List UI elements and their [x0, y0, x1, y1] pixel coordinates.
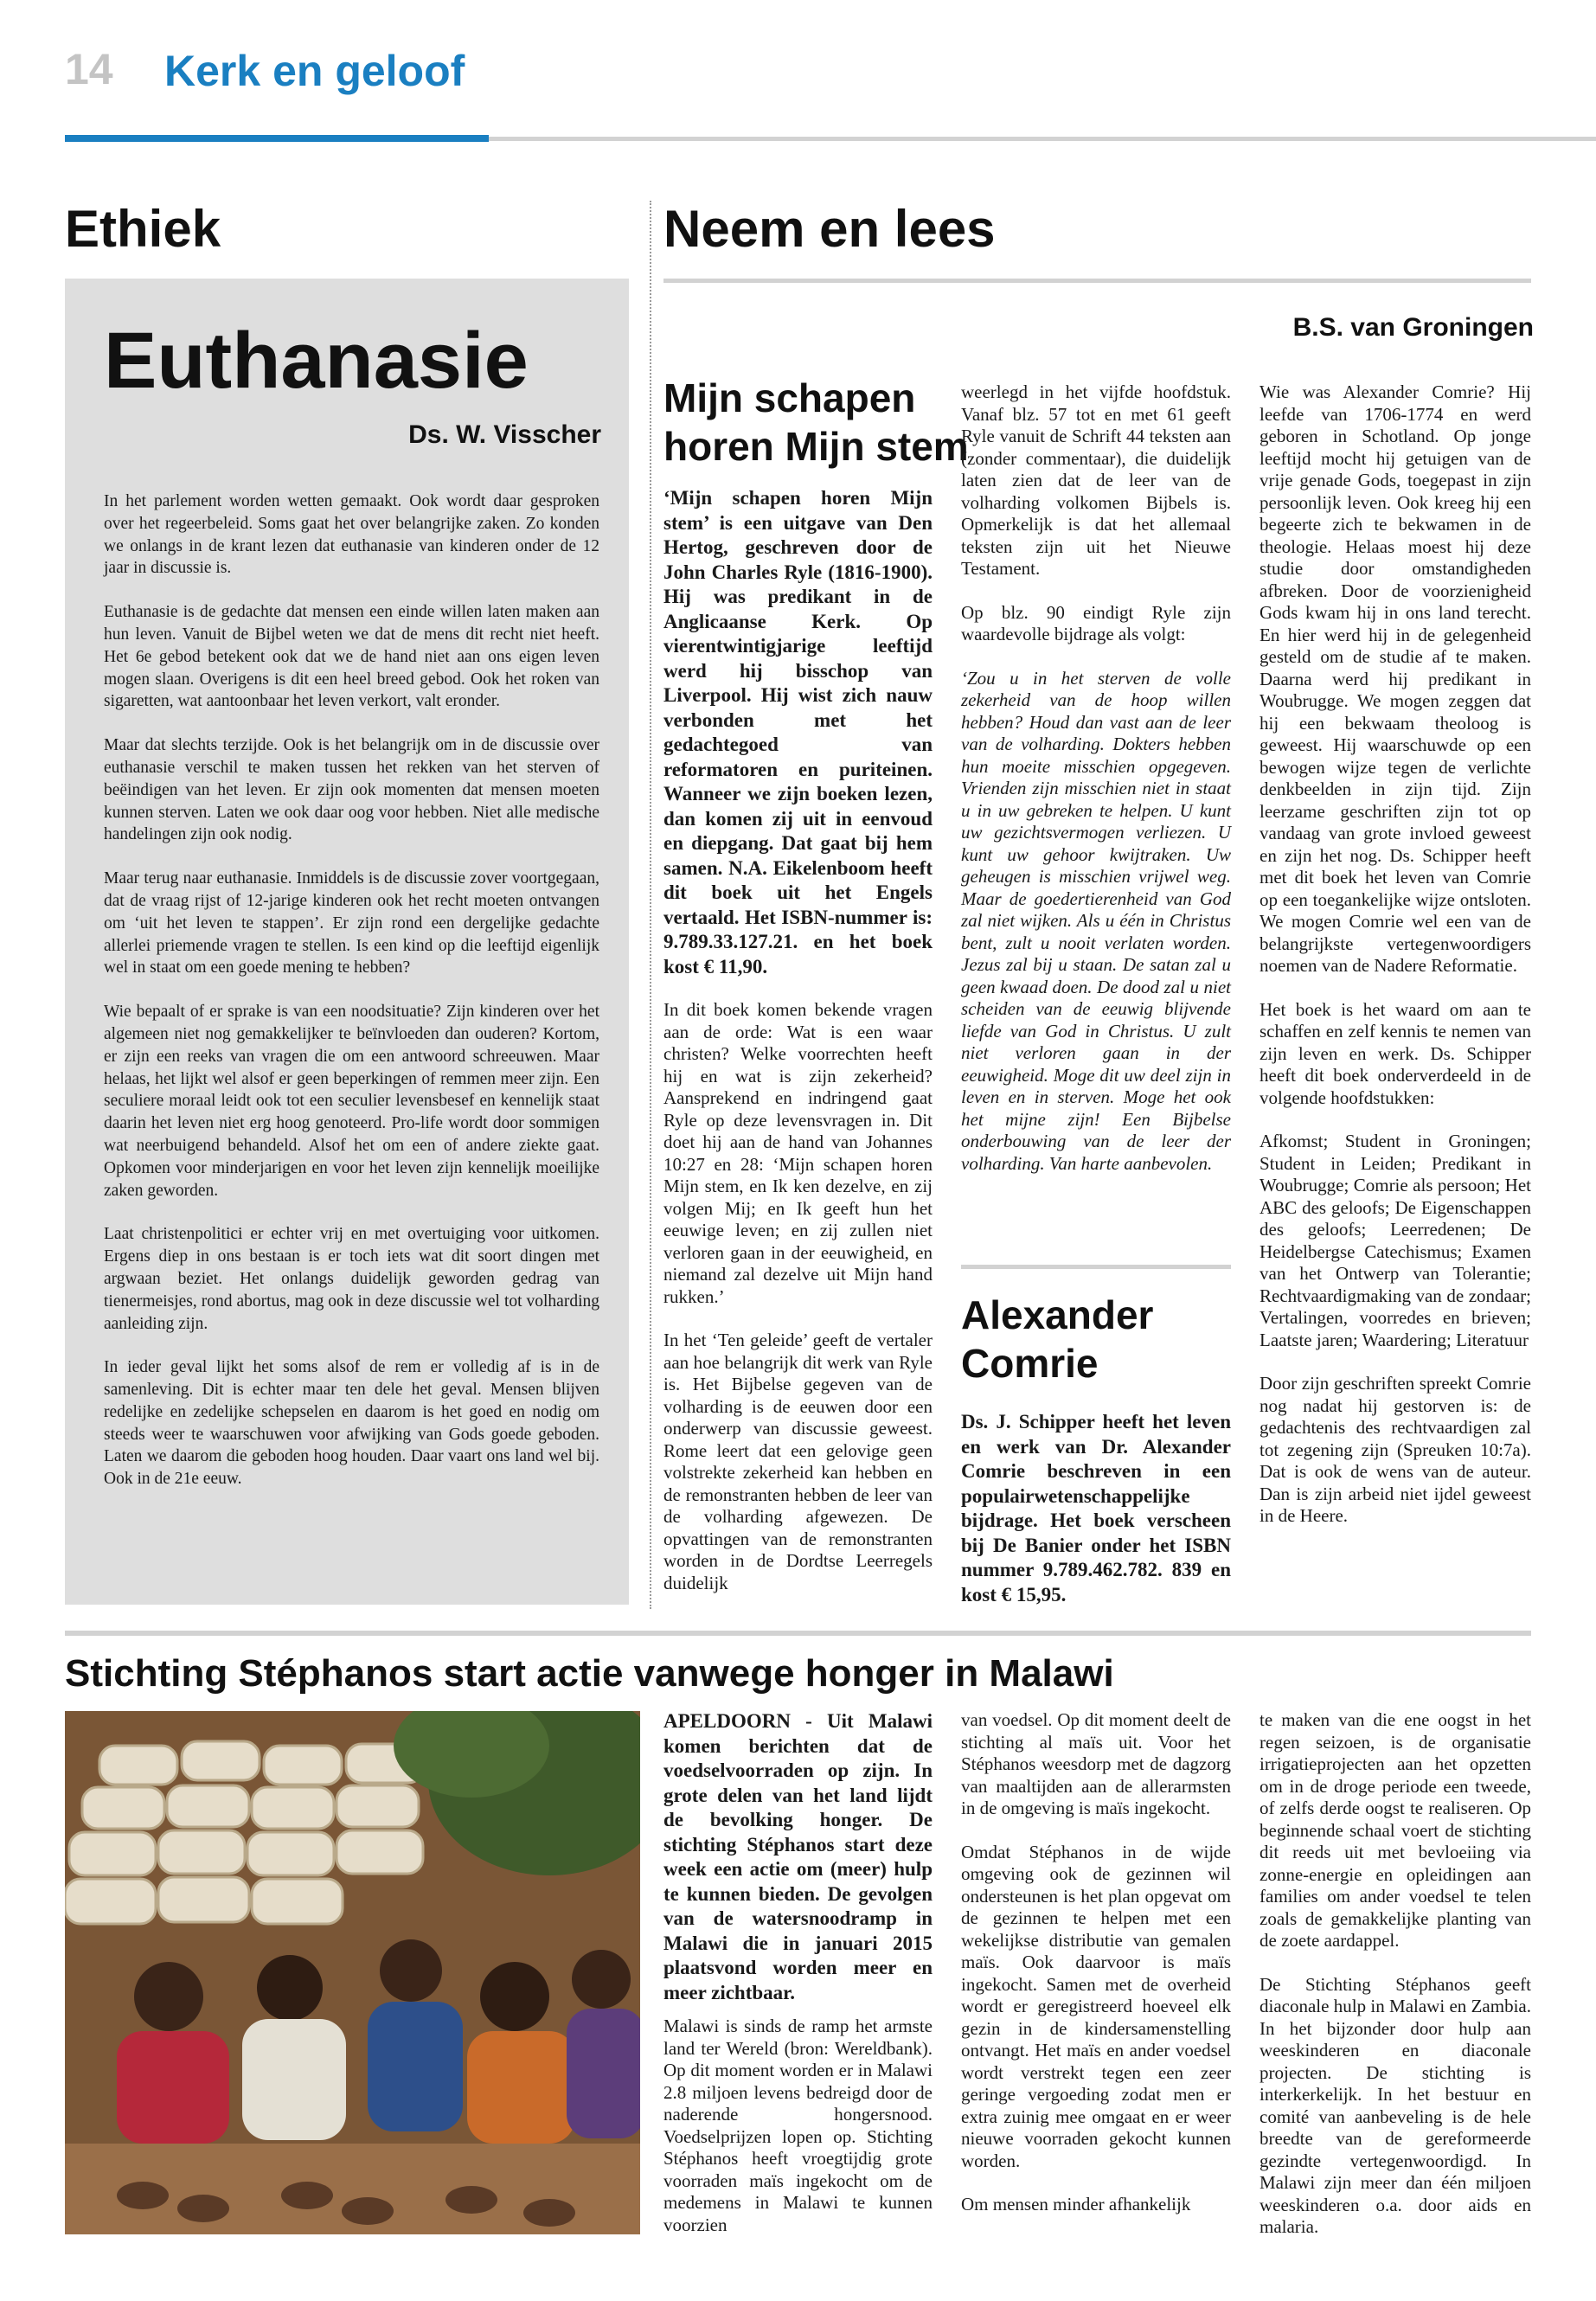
ethiek-box: [65, 279, 629, 1605]
title-line: Alexander: [961, 1292, 1154, 1337]
neem-en-lees-title: Neem en lees: [663, 200, 996, 258]
malawi-lead: APELDOORN - Uit Malawi komen berichten dat de voedselvoorraden op zijn. In grote delen van het land lijdt de bevolking honger. De stichting Stéphanos start deze week een actie om (meer) hulp te kunnen bieden. De gevolgen van de watersnoodramp in Malawi die in januari 2015 plaatsvond worden meer en meer zichtbaar.: [663, 1710, 933, 2003]
paragraph: Omdat Stéphanos in de wijde omgeving ook de gezinnen wil ondersteunen is het plan opgevat om de gezinnen te helpen met een wekelijkse distributie van gemalen maïs. Ook daarvoor is maïs ingekocht. Samen met de overheid wordt er geregistreerd hoeveel elk gezin in de kindersamenstelling ontvangt. Het maïs en ander voedsel wordt verstrekt tegen een zeer geringe vergoeding zodat men er extra zuinig mee omgaat en er weer nieuwe voorraden gekocht kunnen worden.: [961, 1841, 1231, 2171]
paragraph: De Stichting Stéphanos geeft diaconale hulp in Malawi en Zambia. In het bijzonder door hulp aan weeskinderen en diaconale projecten. De stichting is interkerkelijk. In het bestuur en comité van aanbeveling is de hele breedte van de gereformeerde gezindte vertegenwoordigd. In Malawi zijn meer dan één miljoen weeskinderen o.a. door aids en malaria.: [1259, 1973, 1531, 2237]
paragraph: weerlegd in het vijfde hoofdstuk. Vanaf blz. 57 tot en met 61 geeft Ryle vanuit de Schrift 44 teksten aan (zonder commentaar), die duidelijk laten zien dat de leer van de volharding volkomen Bijbels is. Opmerkelijk is dat het allemaal teksten zijn uit het Nieuwe Testament.: [961, 381, 1231, 579]
comrie-body-col3: [1259, 381, 1531, 1549]
ryle-quote: ‘Zou u in het sterven de volle zekerheid van de hoop willen hebben? Houd dan vast aan de leer van de volharding. Dokters hebben hun moeite misschien opgegeven. Vrienden zijn misschien niet in staat u in uw gebreken te helpen. U kunt uw gezichtsvermogen verliezen. U kunt uw gehoor kwijtraken. Uw geheugen is misschien vrijwel weg. Maar de goedertierenheid van God zal niet wijken. Als u één in Christus bent, zult u nooit verlaten worden. Jezus zal bij u staan. De satan zal u geen kwaad doen. De dood zal u niet scheiden van de eeuwig blijvende liefde van God in Christus. U zult niet verloren gaan in der eeuwigheid. Moge dit uw deel zijn in leven en in sterven. Moge het ook het mijne zijn! Een Bijbelse onderbouwing van de leer der volharding. Van harte aanbevolen.: [961, 667, 1231, 1174]
paragraph: te maken van die ene oogst in het regen seizoen, is de organisatie irrigatieprojecten aan het opzetten om in de droge periode een tweede, of zelfs derde oogst te realiseren. Op beginnende schaal voert de stichting dit reeds uit met bevloeiing via zonne-energie en opleidingen aan families om ander voedsel te telen zoals de gemakkelijke planting van de zoete aardappel.: [1259, 1709, 1531, 1951]
paragraph: In het ‘Ten geleide’ geeft de vertaler aan hoe belangrijk dit werk van Ryle is. Het Bijbelse gegeven van de volharding is de eeuwen door een onderwerp van discussie geweest. Rome leert dat een gelovige geen volstrekte zekerheid kan hebben en de remonstranten hebben de leer van de volharding afgewezen. De opvattingen van de remonstranten worden in de Dordtse Leerregels duidelijk: [663, 1330, 933, 1593]
paragraph: Op blz. 90 eindigt Ryle zijn waardevolle bijdrage als volgt:: [961, 601, 1231, 644]
paragraph: Om mensen minder afhankelijk: [961, 2194, 1191, 2214]
header-accent-bar: [65, 135, 489, 142]
title-line: Mijn schapen: [663, 375, 916, 420]
malawi-body-col2: [961, 1709, 1231, 2238]
title-line: Comrie: [961, 1341, 1099, 1386]
comrie-lead: Ds. J. Schipper heeft het leven en werk van Dr. Alexander Comrie beschreven in een populairwetenschappelijke bijdrage. Het boek verscheen bij De Banier onder het ISBN nummer 9.789.462.782. 839 en kost € 15,95.: [961, 1411, 1231, 1606]
comrie-rule: [961, 1265, 1231, 1269]
paragraph: Maar terug naar euthanasie. Inmiddels is de discussie zover voortgegaan, dat de vraag rijst of 12-jarige kinderen ook het recht moeten ontvangen om ‘uit het leven te stappen’. Er zijn rond een dergelijke gedachte allerlei priemende vragen te stellen. Is een kind op die leeftijd eigenlijk wel in staat om een goede mening te hebben?: [104, 869, 599, 977]
column-divider: [650, 201, 651, 1609]
paragraph: Euthanasie is de gedachte dat mensen een einde willen laten maken aan hun leven. Vanuit de Bijbel weten we dat de mens dit recht niet heeft. Het 6e gebod betekent ook dat we de hand niet aan ons eigen leven mogen slaan. Overigens is dit een heel breed gebod. Ook het roken van sigaretten, wat aantoonbaar het leven verkort, valt eronder.: [104, 603, 599, 711]
ethiek-column-title: Ethiek: [65, 200, 221, 258]
paragraph: Laat christenpolitici er echter vrij en met overtuiging voor uitkomen. Ergens diep in ons bestaan is er toch iets wat dit soort dingen met argwaan beziet. Het onlangs duidelijk geworden gedrag van tienermeisjes, rond abortus, mag ook in deze discussie wel tot volharding aanleiding zijn.: [104, 1225, 599, 1333]
euthanasie-author: Ds. W. Visscher: [408, 420, 601, 449]
title-line: horen Mijn stem: [663, 424, 969, 469]
paragraph: Door zijn geschriften spreekt Comrie nog nadat hij gestorven is: de gedachtenis des rechtvaardigen zal tot zegening zijn (Spreuken 10:7a). Dat is ook de wens van de auteur. Dan is zijn arbeid niet ijdel geweest in de Heere.: [1259, 1373, 1531, 1526]
paragraph: Wie was Alexander Comrie? Hij leefde van 1706-1774 en werd geboren in Schotland. Op jonge leeftijd mocht hij getuigen van de vrije genade Gods, toegepast in zijn persoonlijk leven. Ook kreeg hij een begeerte zich te bekwamen in de theologie. Helaas moest hij deze studie door omstandigheden afbreken. Door de voorzienigheid Gods kwam hij in ons land terecht. En hier werd hij in de gelegenheid gesteld om de studie af te maken. Daarna werd hij predikant in Woubrugge. We mogen zeggen dat hij een bekwaam theoloog is geweest. Hij waarschuwde op een bewogen wijze tegen de verlichte denkbeelden in zijn tijd. Zijn leerzame geschriften zijn tot op vandaag van grote invloed geweest en zijn het nog. Ds. Schipper heeft met dit boek het leven van Comrie op een toegankelijke wijze ontsloten. We mogen Comrie wel een van de belangrijkste vertegenwoordigers noemen van de Nadere Reformatie.: [1259, 381, 1531, 976]
page-number: 14: [65, 45, 113, 93]
paragraph: Malawi is sinds de ramp het armste land ter Wereld (bron: Wereldbank). Op dit moment worden er in Malawi 2.8 miljoen levens bedreigd door de naderende hongersnood. Voedselprijzen lopen op. Stichting Stéphanos heeft vroegtijdig grote voorraden maïs ingekocht om de medemens in Malawi te kunnen voorzien: [663, 2016, 933, 2235]
article-title-mijn-schapen: [663, 374, 969, 471]
paragraph: van voedsel. Op dit moment deelt de stichting al maïs uit. Voor het Stéphanos weesdorp met de dagzorg van maaltijden aan de allerarmsten in de omgeving is maïs ingekocht.: [961, 1709, 1231, 1818]
paragraph: In dit boek komen bekende vragen aan de orde: Wat is een waar christen? Welke voorrechten heeft hij en wat is zijn zekerheid? Aansprekend en indringend gaat Ryle op deze levensvragen in. Dit doet hij aan de hand van Johannes 10:27 en 28: ‘Mijn schapen horen Mijn stem, en Ik ken dezelve, en zij volgen Mij; en Ik geeft hun het eeuwige leven; en zij zullen niet verloren gaan in der eeuwigheid, en niemand zal dezelve uit Mijn hand rukken.’: [663, 999, 933, 1307]
article-title-comrie: [961, 1291, 1153, 1388]
malawi-rule: [65, 1631, 1531, 1636]
euthanasie-body: [104, 490, 599, 1512]
paragraph: Afkomst; Student in Groningen; Student in Leiden; Predikant in Woubrugge; Comrie als persoon; Het ABC des geloofs; De Eigenschappen des geloofs; Leerredenen; De Heidelbergse Catechismus; Examen van het Ontwerp van Tolerantie; Rechtvaardigmaking van de zondaar; Vertalingen, voorredes en brieven; Laatste jaren; Waardering; Literatuur: [1259, 1131, 1531, 1350]
neem-en-lees-rule: [663, 279, 1531, 283]
mijn-schapen-body-col1: [663, 999, 933, 1616]
malawi-title: Stichting Stéphanos start actie vanwege honger in Malawi: [65, 1652, 1114, 1695]
paragraph: In ieder geval lijkt het soms alsof de rem er volledig af is in de samenleving. Dit is echter maar ten dele het geval. Mensen blijven redelijke en zedelijke schepselen en daarom is het goed en nodig om steeds weer te waarschuwen voor afwijking van Gods goede geboden. Laten we daarom die geboden hoog houden. Daar vaart ons land wel bij. Ook in de 21e eeuw.: [104, 1358, 599, 1489]
section-title: Kerk en geloof: [164, 47, 465, 95]
paragraph: Wie bepaalt of er sprake is van een noodsituatie? Zijn kinderen over het algemeen niet nog gemakkelijker te beïnvloeden dan ouderen? Kortom, er zijn een reeks van vragen die om een antwoord schreeuwen. Maar helaas, het lijkt wel alsof er geen beperkingen of remmen meer zijn. Een seculiere moraal leidt ook tot een seculier levensbesef en kennelijk staat daarin het leven niet erg hoog genoteerd. Pro-life wordt door sommigen wat neerbuigend behandeld. Alsof het om een of andere ziekte gaat. Opkomen voor minderjarigen en voor het leven zijn kennelijk moeilijke zaken geworden.: [104, 1003, 599, 1200]
malawi-photo: [65, 1711, 640, 2234]
euthanasie-title: Euthanasie: [104, 317, 529, 405]
mijn-schapen-body-col2: [961, 381, 1231, 1175]
header-rule: [489, 137, 1596, 141]
paragraph: In het parlement worden wetten gemaakt. Ook wordt daar gesproken over het regeerbeleid. Soms gaat het over belangrijke zaken. Zo konden we onlangs in de krant lezen dat euthanasie van kinderen onder de 12 jaar in discussie is.: [104, 492, 599, 578]
paragraph: Maar dat slechts terzijde. Ook is het belangrijk om in de discussie over euthanasie verschil te maken tussen het rekken van het sterven of beëindigen van het leven. Er zijn ook momenten dat mensen moeten kunnen sterven. Laten we ook daar oog voor hebben. Niet alle medische handelingen zijn ook nodig.: [104, 736, 599, 844]
mijn-schapen-lead: ‘Mijn schapen horen Mijn stem’ is een uitgave van Den Hertog, geschreven door de John Charles Ryle (1816-1900). Hij was predikant in de Anglicaanse Kerk. Op vierentwintigjarige leeftijd werd hij bisschop van Liverpool. Hij wist zich nauw verbonden met het gedachtegoed van reformatoren en puriteinen. Wanneer we zijn boeken lezen, dan komen zij uit in eenvoud en diepgang. Dat gaat bij hem samen. N.A. Eikelenboom heeft dit boek uit het Engels vertaald. Het ISBN-nummer is: 9.789.33.127.21. en het boek kost € 11,90.: [663, 487, 933, 977]
photo-illustration: [65, 1711, 640, 2234]
paragraph: Het boek is het waard om aan te schaffen en zelf kennis te nemen van zijn leven en werk. Ds. Schipper heeft dit boek onderverdeeld in de volgende hoofdstukken:: [1259, 998, 1531, 1108]
malawi-body-col3: [1259, 1709, 1531, 2260]
malawi-body-col1: [663, 2016, 933, 2258]
neem-en-lees-author: B.S. van Groningen: [1292, 313, 1534, 342]
